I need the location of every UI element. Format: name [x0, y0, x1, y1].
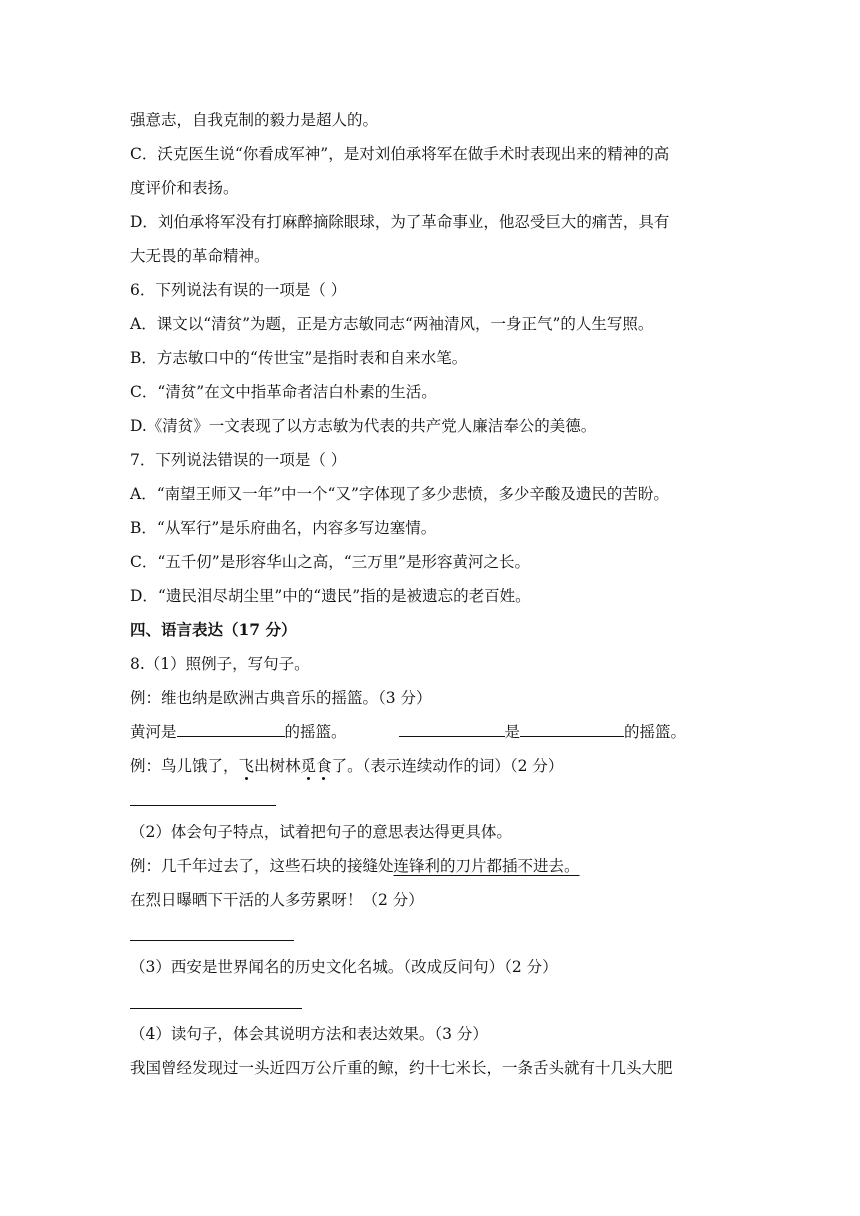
fill-blank-3[interactable]	[520, 721, 624, 737]
q6-option-c: C．“清贫”在文中指革命者洁白朴素的生活。	[130, 383, 437, 401]
fill-b-suffix: 的摇篮。	[624, 723, 687, 741]
emphasis-char-food: 食	[316, 757, 332, 775]
fill-blank-1[interactable]	[177, 721, 285, 737]
q8-stem: 8.（1）照例子，写句子。	[130, 655, 310, 673]
part2-example-underlined: 连锋利的刀片都插不进去。	[393, 857, 580, 875]
q7-option-a: A．“南望王师又一年”中一个“又”字体现了多少悲愤，多少辛酸及遗民的苦盼。	[130, 485, 669, 503]
example2-text-pre: 例：鸟儿饿了，	[130, 757, 239, 775]
q7-stem: 7．下列说法错误的一项是（ ）	[130, 451, 347, 469]
example2-text-mid: 出树林	[254, 757, 301, 775]
q5-option-b-continuation: 强意志，自我克制的毅力是超人的。	[130, 111, 379, 129]
part2-example-text: 例：几千年过去了，这些石块的接缝处	[130, 857, 394, 875]
emphasis-char-fly: 飞	[238, 757, 255, 775]
q6-option-a: A．课文以“清贫”为题，正是方志敏同志“两袖清风，一身正气”的人生写照。	[130, 315, 654, 333]
q5-option-c-line2: 度评价和表扬。	[130, 179, 239, 197]
q8-example-2	[130, 755, 750, 777]
answer-line-2[interactable]	[130, 940, 294, 941]
q6-option-b: B．方志敏口中的“传世宝”是指时表和自来水笔。	[130, 349, 468, 367]
q8-part3: （3）西安是世界闻名的历史文化名城。（改成反问句）（2 分）	[130, 958, 558, 976]
q6-stem: 6．下列说法有误的一项是（ ）	[130, 281, 347, 299]
q7-option-c: C．“五千仞”是形容华山之高，“三万里”是形容黄河之长。	[130, 553, 531, 571]
q5-option-d-line1: D．刘伯承将军没有打麻醉摘除眼球，为了革命事业，他忍受巨大的痛苦，具有	[130, 213, 670, 231]
q7-option-d: D．“遗民泪尽胡尘里”中的“遗民”指的是被遗忘的老百姓。	[130, 587, 531, 605]
q5-option-d-line2: 大无畏的革命精神。	[130, 247, 270, 265]
q6-option-d: D.《清贫》一文表现了以方志敏为代表的共产党人廉洁奉公的美德。	[130, 417, 597, 435]
q7-option-b: B．“从军行”是乐府曲名，内容多写边塞情。	[130, 519, 437, 537]
answer-line-3[interactable]	[130, 1008, 302, 1009]
q8-part2-question: 在烈日曝晒下干活的人多劳累呀！（2 分）	[130, 891, 424, 909]
q8-part4: （4）读句子，体会其说明方法和表达效果。（3 分）	[130, 1025, 488, 1043]
q8-part4-text: 我国曾经发现过一头近四万公斤重的鲸，约十七米长，一条舌头就有十几头大肥	[130, 1059, 673, 1077]
emphasis-char-seek: 觅	[300, 757, 317, 775]
fill-b-middle: 是	[504, 723, 521, 741]
section-heading: 四、语言表达（17 分）	[130, 620, 297, 639]
answer-line-1[interactable]	[130, 805, 276, 806]
fill-a-suffix: 的摇篮。	[284, 723, 347, 741]
fill-a-prefix: 黄河是	[130, 723, 177, 741]
q8-part2-example	[130, 855, 750, 877]
q8-part2-stem: （2）体会句子特点，试着把句子的意思表达得更具体。	[130, 823, 512, 841]
fill-blank-2[interactable]	[399, 721, 505, 737]
q8-example-1: 例：维也纳是欧洲古典音乐的摇篮。（3 分）	[130, 689, 432, 707]
q5-option-c-line1: C．沃克医生说“你看成军神”，是对刘伯承将军在做手术时表现出来的精神的高	[130, 145, 670, 163]
q8-fill-line	[130, 721, 750, 743]
example2-text-post: 了。（表示连续动作的词）（2 分）	[331, 757, 564, 775]
